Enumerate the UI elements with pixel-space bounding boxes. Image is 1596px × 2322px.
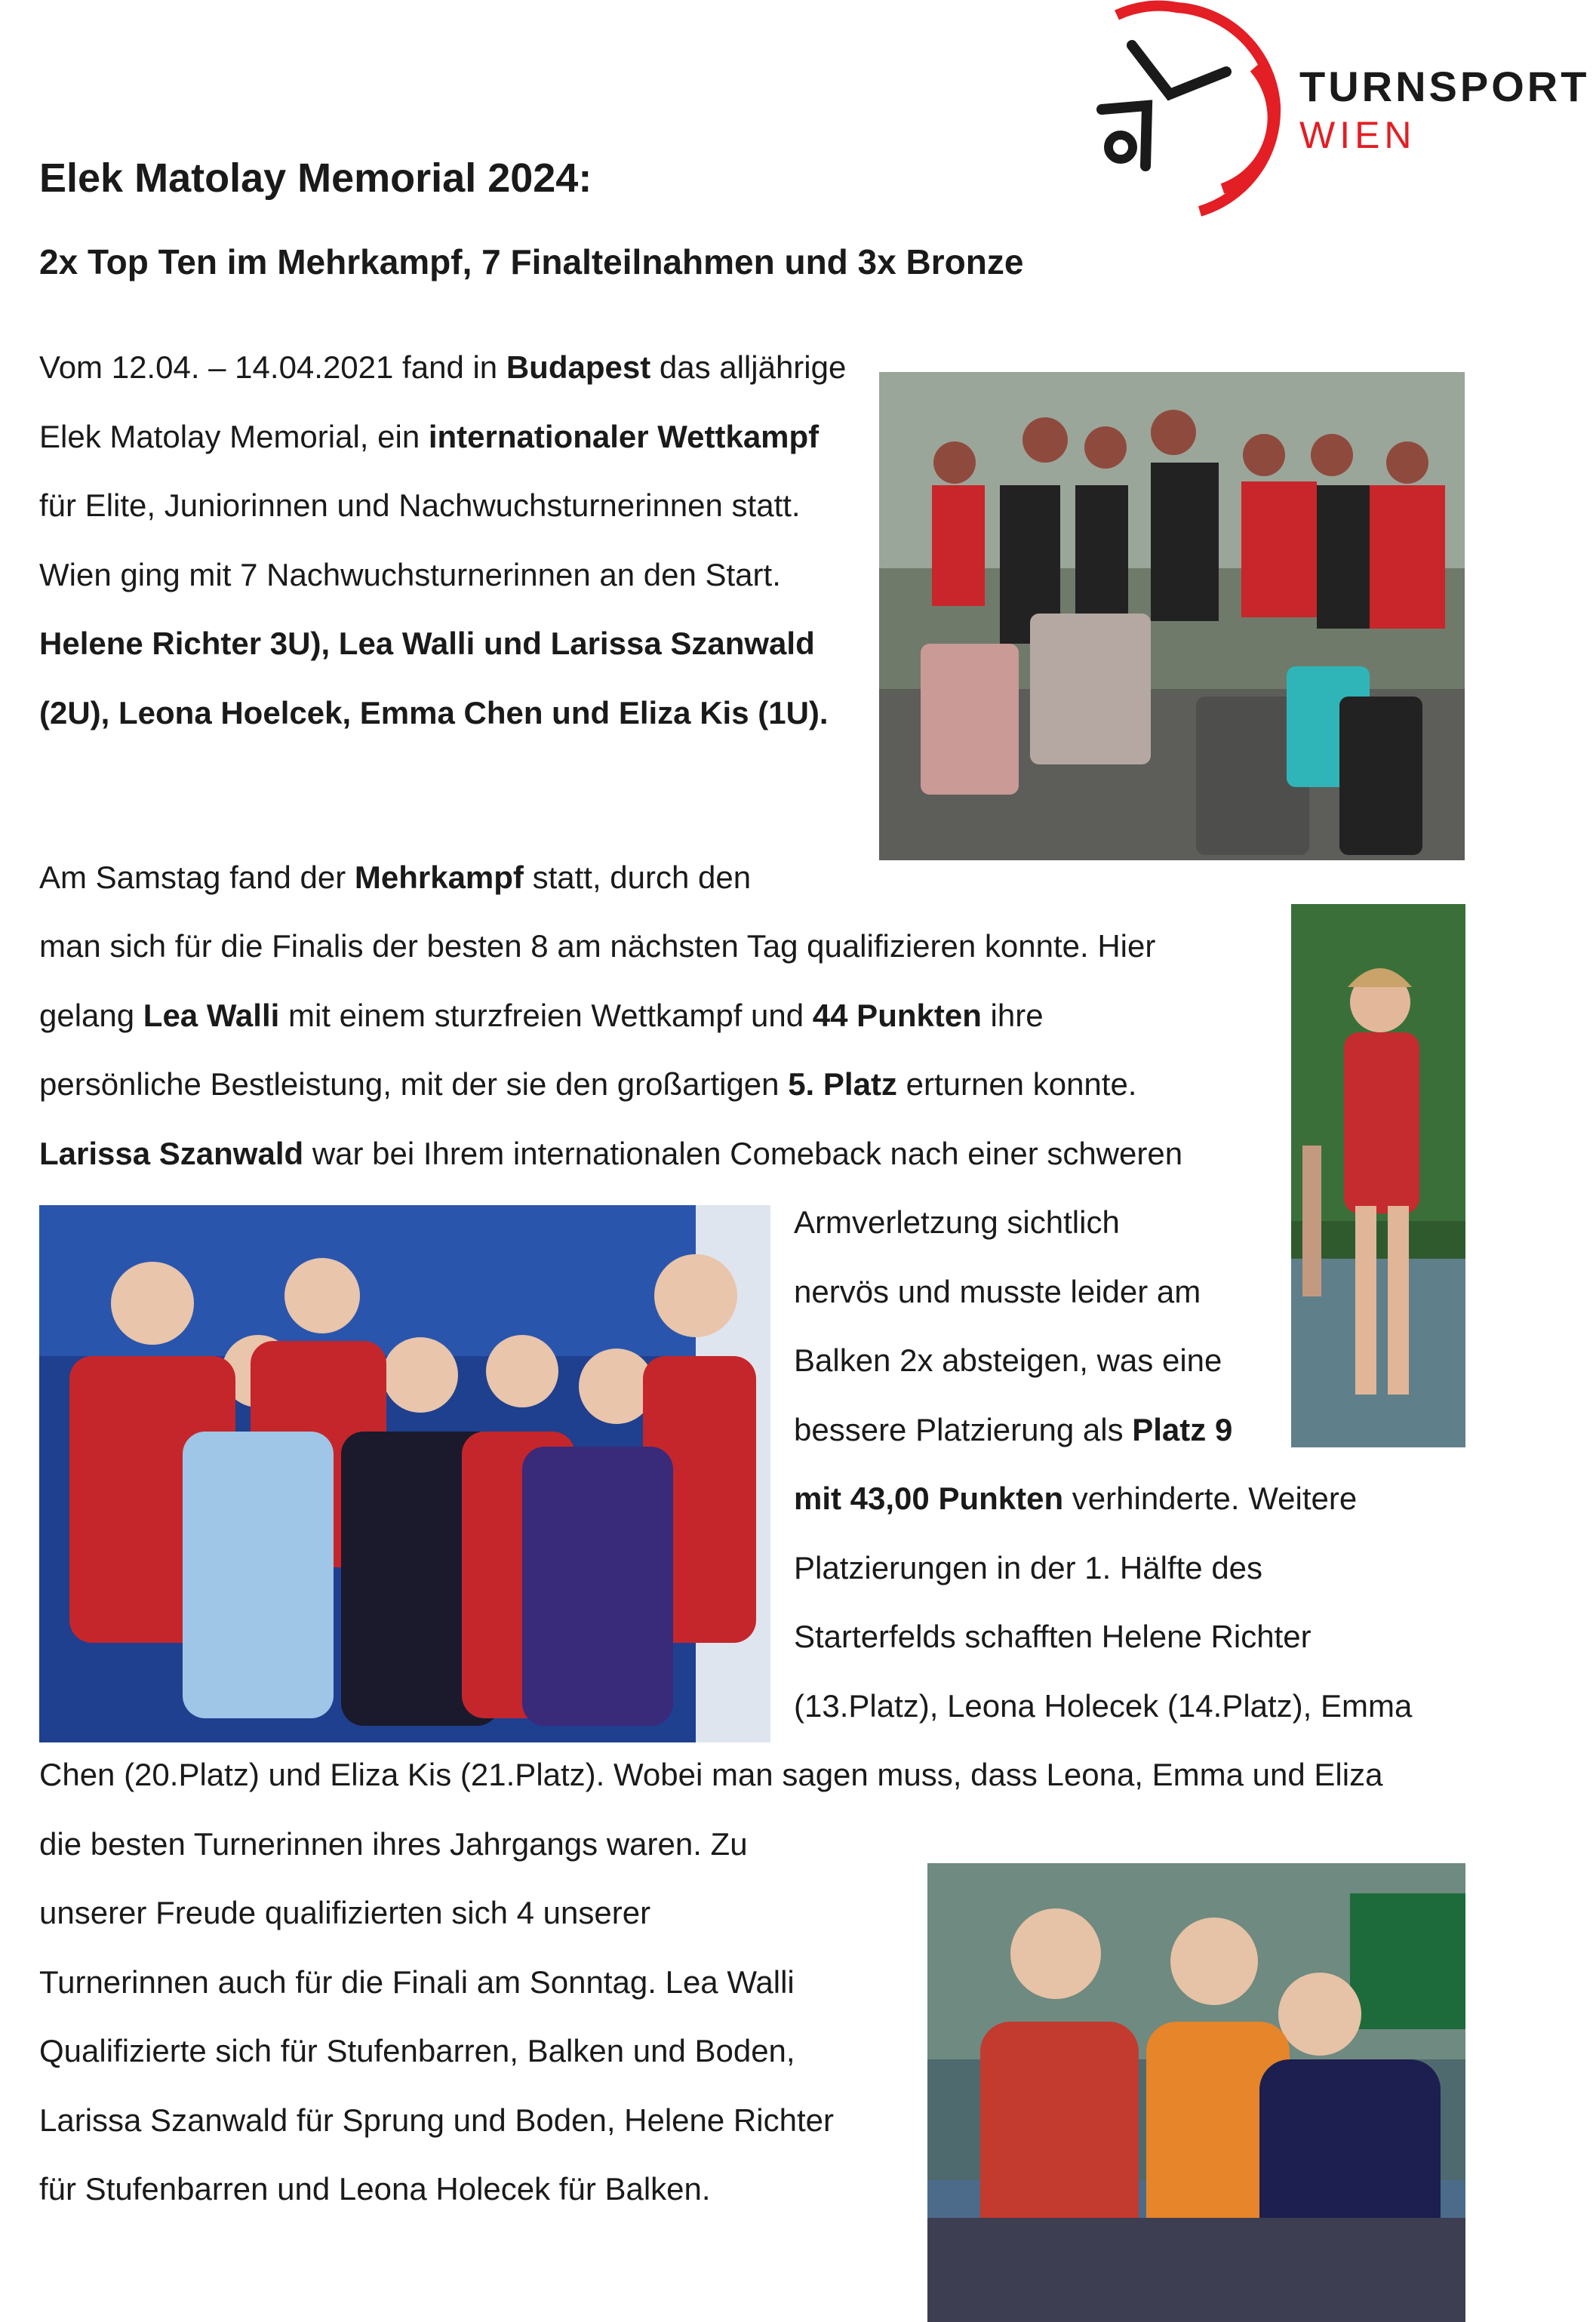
text-line: (13.Platz), Leona Holecek (14.Platz), Emma bbox=[794, 1688, 1413, 1724]
article-subtitle: 2x Top Ten im Mehrkampf, 7 Finalteilnahmen und 3x Bronze bbox=[39, 242, 1024, 281]
text-line: für Stufenbarren und Leona Holecek für Balken. bbox=[39, 2171, 711, 2207]
text-line: unserer Freude qualifizierten sich 4 unserer bbox=[39, 1895, 651, 1930]
text-line: nervös und musste leider am bbox=[794, 1274, 1201, 1309]
text-line: Armverletzung sichtlich bbox=[794, 1204, 1120, 1240]
logo-wordmark-wien: WIEN bbox=[1299, 114, 1416, 156]
text-line: Qualifizierte sich für Stufenbarren, Balken und Boden, bbox=[39, 2033, 795, 2068]
text-line: bessere Platzierung als Platz 9 bbox=[794, 1412, 1233, 1447]
club-logo-mark bbox=[1087, 0, 1290, 219]
text-line: Am Samstag fand der Mehrkampf statt, durch den bbox=[39, 860, 752, 895]
text-line: Larissa Szanwald für Sprung und Boden, Helene Richter bbox=[39, 2102, 834, 2138]
text-line: mit 43,00 Punkten verhinderte. Weitere bbox=[794, 1481, 1358, 1516]
text-line: Balken 2x absteigen, was eine bbox=[794, 1342, 1222, 1378]
text-line: gelang Lea Walli mit einem sturzfreien Wettkampf und 44 Punkten ihre bbox=[39, 998, 1044, 1033]
article-title: Elek Matolay Memorial 2024: bbox=[39, 155, 592, 201]
gymnast-logo-icon bbox=[1087, 0, 1290, 219]
text-line: Turnerinnen auch für die Finali am Sonntag. Lea Walli bbox=[39, 1964, 795, 2000]
photo-group-leotards bbox=[39, 1205, 770, 1742]
photo-three-gymnasts bbox=[927, 1863, 1465, 2322]
text-line: die besten Turnerinnen ihres Jahrgangs waren. Zu bbox=[39, 1826, 748, 1862]
text-line: Platzierungen in der 1. Hälfte des bbox=[794, 1550, 1263, 1585]
text-line: Chen (20.Platz) und Eliza Kis (21.Platz). Wobei man sagen muss, dass Leona, Emma und Eliza bbox=[39, 1757, 1383, 1792]
text-line: man sich für die Finalis der besten 8 am nächsten Tag qualifizieren konnte. Hier bbox=[39, 928, 1156, 964]
logo-wordmark-turnsport: TURNSPORT bbox=[1299, 63, 1590, 110]
intro-paragraph: Vom 12.04. – 14.04.2021 fand in Budapest das alljährige Elek Matolay Memorial, ein internationaler Wettkampf für Elite, Juniorinnen und Nachwuchsturnerinnen statt. Wien ging mit 7 Nachwuchsturnerinnen an den Start. Helene Richter 3U), Lea Walli und Larissa Szanwald (2U), Leona Hoelcek, Emma Chen und Eliza Kis (1U). bbox=[39, 349, 847, 730]
text-line: persönliche Bestleistung, mit der sie den großartigen 5. Platz erturnen konnte. bbox=[39, 1066, 1137, 1102]
text-line: Larissa Szanwald war bei Ihrem internationalen Comeback nach einer schweren bbox=[39, 1136, 1183, 1171]
text-line: Starterfelds schafften Helene Richter bbox=[794, 1619, 1312, 1654]
photo-team-suitcases bbox=[879, 372, 1465, 860]
photo-gymnast-medal bbox=[1291, 904, 1465, 1447]
